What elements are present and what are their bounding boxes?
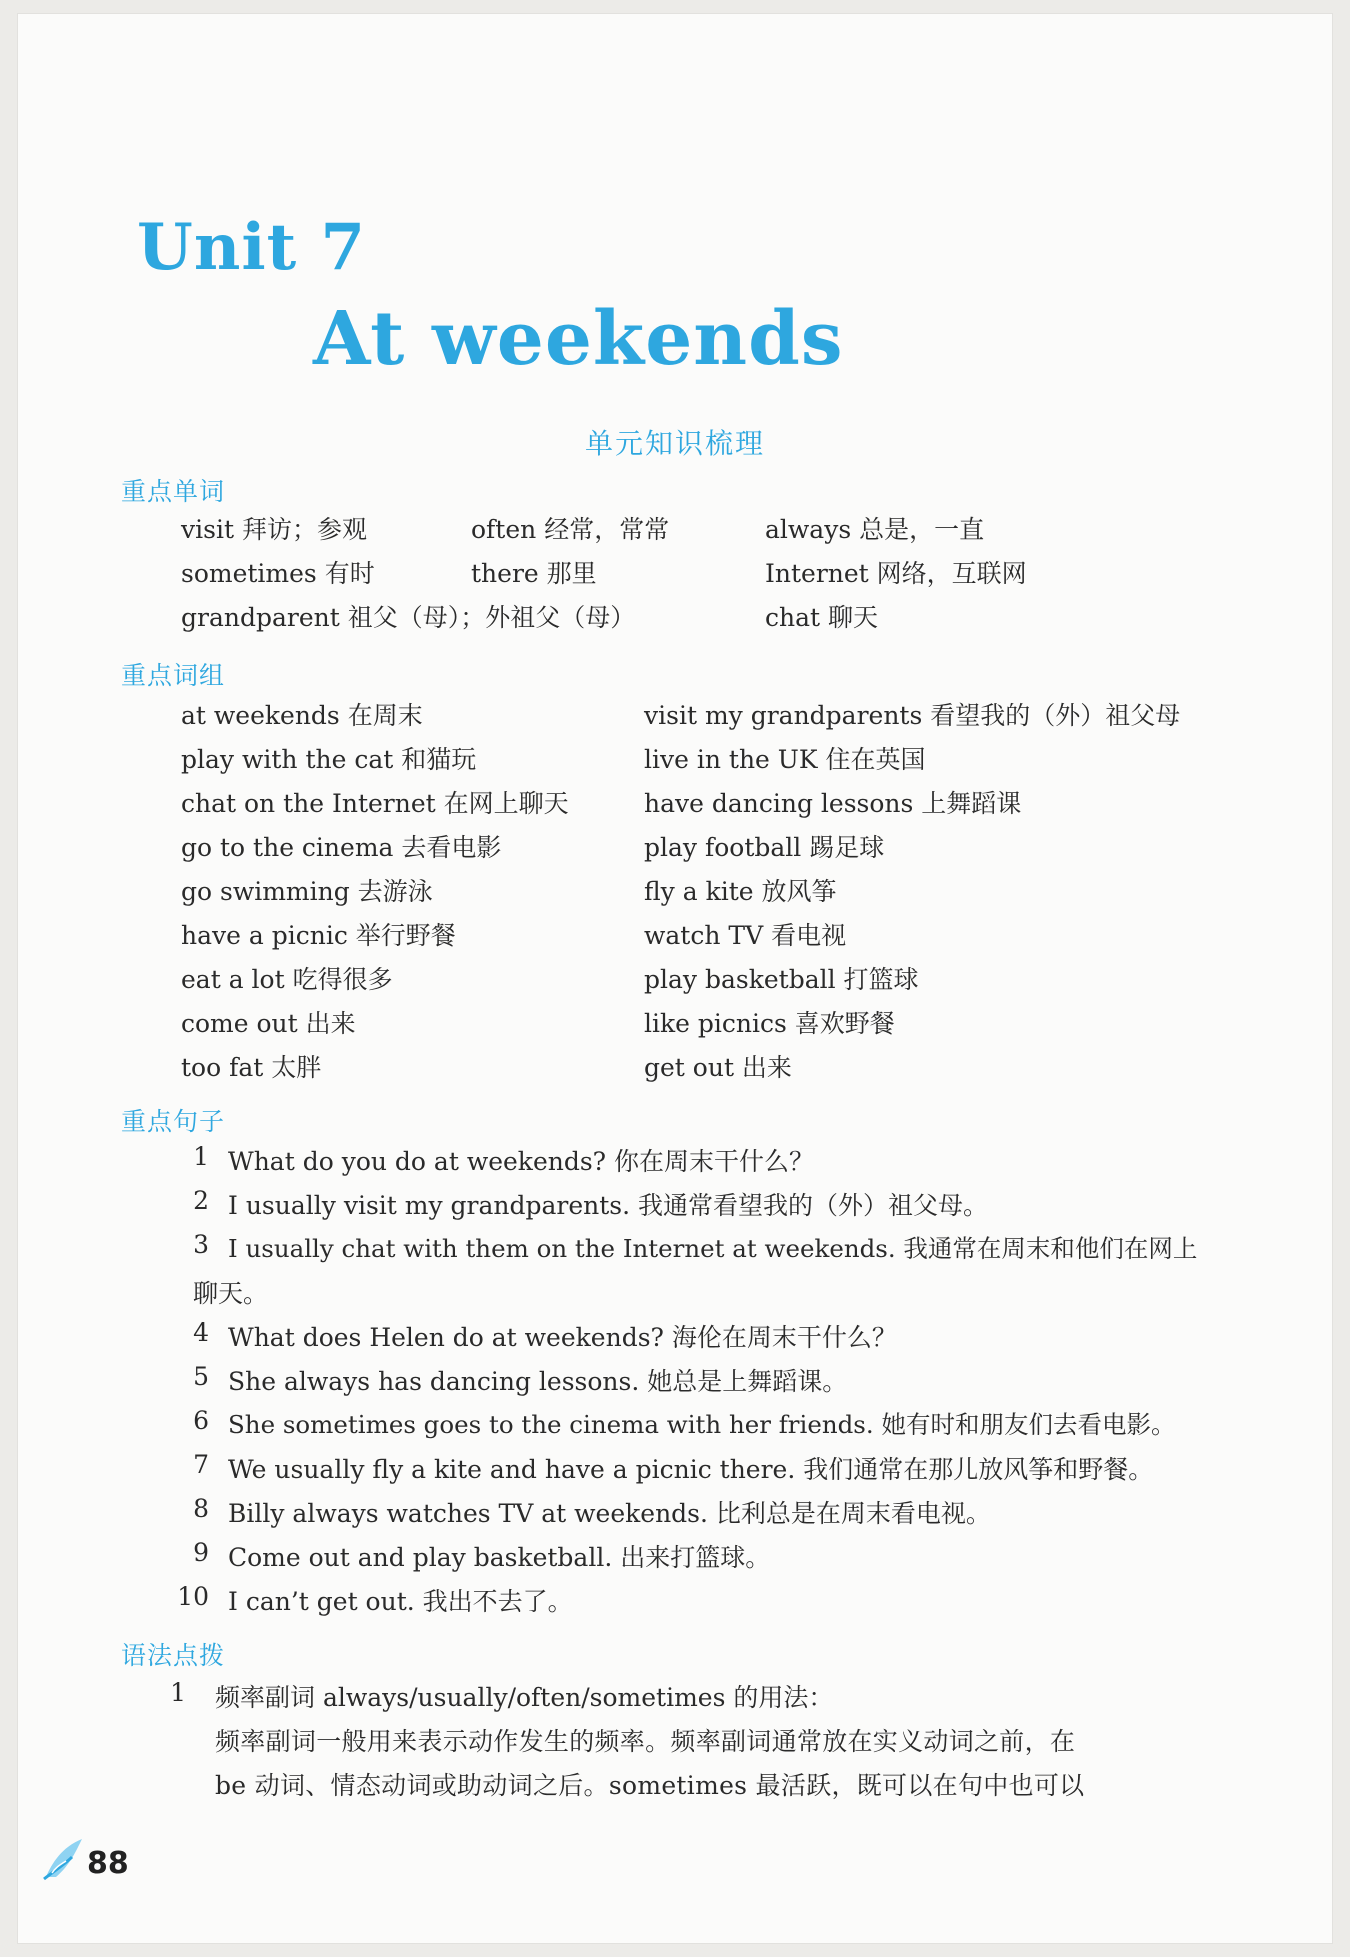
sentences-heading: 重点句子 — [121, 1107, 226, 1136]
words-heading: 重点单词 — [121, 477, 226, 506]
phrase-item: chat on the Internet 在网上聊天 — [181, 789, 569, 818]
phrase-item: get out 出来 — [644, 1053, 792, 1082]
sentence-text-continued: 聊天。 — [193, 1279, 269, 1308]
sentence-number: 2 — [193, 1186, 209, 1215]
grammar-title: 频率副词 always/usually/often/sometimes 的用法： — [215, 1683, 834, 1712]
section-heading: 单元知识梳理 — [584, 427, 765, 460]
phrases-heading: 重点词组 — [121, 661, 226, 690]
sentence-number: 5 — [193, 1362, 209, 1391]
phrase-item: come out 出来 — [181, 1009, 356, 1038]
sentence-text: We usually fly a kite and have a picnic there. 我们通常在那儿放风筝和野餐。 — [228, 1455, 1154, 1484]
phrase-item: play with the cat 和猫玩 — [181, 745, 477, 774]
grammar-heading: 语法点拨 — [121, 1641, 226, 1670]
sentence-number: 6 — [193, 1406, 209, 1435]
sentence-text: I usually chat with them on the Internet at weekends. 我通常在周末和他们在网上 — [228, 1234, 1198, 1263]
sentence-number: 9 — [193, 1538, 209, 1567]
phrase-item: watch TV 看电视 — [644, 921, 847, 950]
phrase-item: go swimming 去游泳 — [181, 877, 433, 906]
sentence-text: She sometimes goes to the cinema with her friends. 她有时和朋友们去看电影。 — [228, 1410, 1176, 1439]
grammar-number: 1 — [170, 1678, 186, 1707]
sentence-number: 10 — [177, 1582, 209, 1611]
sentence-text: I can’t get out. 我出不去了。 — [228, 1587, 573, 1616]
phrase-item: like picnics 喜欢野餐 — [644, 1009, 895, 1038]
sentence-number: 4 — [193, 1318, 209, 1347]
sentence-number: 3 — [193, 1230, 209, 1259]
phrase-item: play basketball 打篮球 — [644, 965, 919, 994]
phrase-item: visit my grandparents 看望我的（外）祖父母 — [644, 701, 1181, 730]
word-item: visit 拜访；参观 — [181, 515, 367, 544]
phrase-item: play football 踢足球 — [644, 833, 885, 862]
phrase-item: have dancing lessons 上舞蹈课 — [644, 789, 1022, 818]
word-item: often 经常，常常 — [471, 515, 670, 544]
sentence-text: I usually visit my grandparents. 我通常看望我的（外）祖父母。 — [228, 1191, 989, 1220]
sentence-text: Billy always watches TV at weekends. 比利总是在周末看电视。 — [228, 1499, 991, 1528]
phrase-item: at weekends 在周末 — [181, 701, 423, 730]
grammar-line: 频率副词一般用来表示动作发生的频率。频率副词通常放在实义动词之前，在 — [215, 1727, 1076, 1756]
phrase-item: eat a lot 吃得很多 — [181, 965, 393, 994]
textbook-page — [18, 14, 1332, 1943]
phrase-item: live in the UK 住在英国 — [644, 745, 926, 774]
word-item: always 总是，一直 — [765, 515, 985, 544]
phrase-item: have a picnic 举行野餐 — [181, 921, 456, 950]
word-item: Internet 网络，互联网 — [765, 559, 1027, 588]
sentence-text: Come out and play basketball. 出来打篮球。 — [228, 1543, 771, 1572]
sentence-text: What do you do at weekends? 你在周末干什么？ — [228, 1147, 815, 1176]
leaf-icon — [42, 1837, 88, 1881]
word-item: there 那里 — [471, 559, 597, 588]
phrase-item: too fat 太胖 — [181, 1053, 322, 1082]
word-item: sometimes 有时 — [181, 559, 375, 588]
sentence-text: She always has dancing lessons. 她总是上舞蹈课。 — [228, 1367, 848, 1396]
phrase-item: go to the cinema 去看电影 — [181, 833, 502, 862]
sentence-text: What does Helen do at weekends? 海伦在周末干什么？ — [228, 1323, 897, 1352]
sentence-number: 8 — [193, 1494, 209, 1523]
sentence-number: 1 — [193, 1142, 209, 1171]
unit-title: Unit 7 — [137, 210, 367, 285]
page-number: 88 — [87, 1846, 129, 1881]
phrase-item: fly a kite 放风筝 — [644, 877, 837, 906]
word-item: chat 聊天 — [765, 603, 879, 632]
grammar-line: be 动词、情态动词或助动词之后。sometimes 最活跃，既可以在句中也可以 — [215, 1771, 1085, 1800]
sentence-number: 7 — [193, 1450, 209, 1479]
word-item: grandparent 祖父（母）；外祖父（母） — [181, 603, 636, 632]
unit-subtitle: At weekends — [313, 296, 844, 382]
